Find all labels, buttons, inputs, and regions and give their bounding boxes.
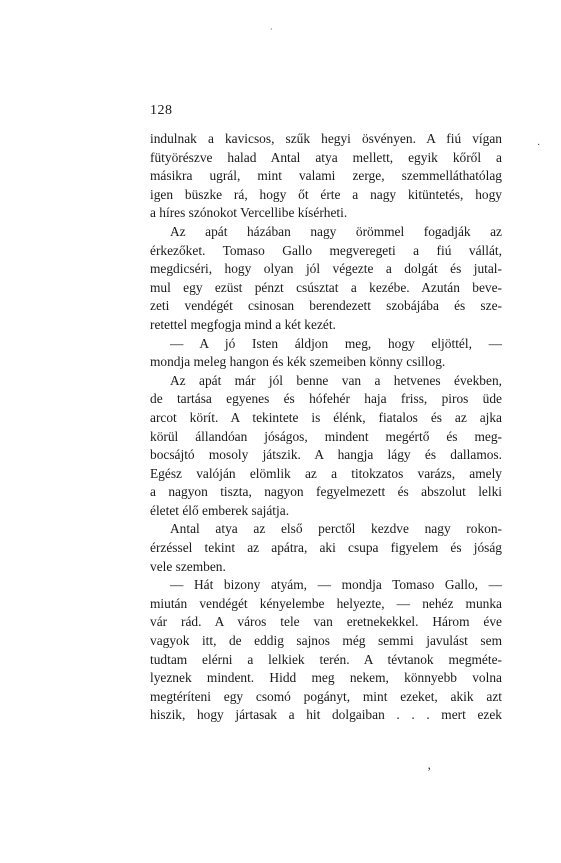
text-line: indulnak a kavicsos, szűk hegyi ösvényen. A fiú vígan	[150, 131, 502, 146]
stray-mark-bottom: ‚	[427, 757, 432, 772]
text-line: másikra ugrál, mint valami zerge, szemmelláthatólag	[150, 168, 502, 184]
text-line: Az apát már jól benne van a hetvenes években,	[170, 372, 502, 388]
text-line: érzéssel tekint az apátra, aki csupa figyelem és jóság	[150, 540, 502, 556]
text-line: bocsájtó mosoly játszik. A hangja lágy és dallamos.	[150, 447, 502, 463]
stray-mark-right: ·	[537, 140, 541, 151]
text-line: vár rád. A város tele van eretnekekkel. Három éve	[150, 614, 502, 630]
text-line: vagyok itt, de eddig sajnos még semmi javulást sem	[150, 633, 502, 649]
text-line: mondja meleg hangon és kék szemeiben könny csillog.	[150, 354, 446, 370]
text-line: a nagyon tiszta, nagyon fegyelmezett és abszolut lelki	[150, 484, 502, 500]
text-line: — Hát bizony atyám, — mondja Tomaso Gallo, —	[170, 577, 502, 593]
text-line: körül állandóan jóságos, mindent megértő és meg-	[150, 428, 502, 444]
text-line: Egész valóján elömlik az a titokzatos varázs, amely	[150, 465, 502, 481]
text-line: fütyörészve halad Antal atya mellett, egyik kőről a	[150, 149, 502, 165]
text-line: mul egy ezüst pénzt csúsztat a kezébe. Azután beve-	[150, 279, 502, 295]
text-line: — A jó Isten áldjon meg, hogy eljöttél, —	[170, 335, 502, 351]
text-line: életet élő emberek sajátja.	[150, 502, 290, 518]
text-line: a híres szónokot Vercellibe kísérheti.	[150, 205, 348, 221]
stray-mark-top: ·	[270, 25, 273, 34]
text-line: de tartása egyenes és hófehér haja friss, piros üde	[150, 391, 502, 407]
text-line: igen büszke rá, hogy őt érte a nagy kitüntetés, hogy	[150, 186, 502, 202]
text-line: lyeznek mindent. Hidd meg nekem, könnyebb volna	[150, 670, 502, 686]
page-number: 128	[150, 103, 173, 118]
text-line: Az apát házában nagy örömmel fogadják az	[170, 223, 502, 239]
text-line: megdicséri, hogy olyan jól végezte a dolgát és jutal-	[150, 261, 502, 277]
text-line: retettel megfogja mind a két kezét.	[150, 316, 336, 332]
text-line: megtéríteni egy csomó pogányt, mint ezeket, akik azt	[150, 688, 502, 704]
text-line: miután vendégét kényelembe helyezte, — nehéz munka	[150, 595, 502, 611]
body-text	[150, 130, 502, 725]
text-line: zeti vendégét csinosan berendezett szobájába és sze-	[150, 298, 502, 314]
text-line: Antal atya az első perctől kezdve nagy rokon-	[170, 521, 502, 537]
text-line: hiszik, hogy jártasak a hit dolgaiban . . . mert ezek	[150, 707, 502, 723]
text-line: érkezőket. Tomaso Gallo megveregeti a fiú vállát,	[150, 242, 502, 258]
text-line: tudtam elérni a lelkiek terén. A tévtanok megméte-	[150, 651, 502, 667]
text-line: arcot körít. A tekintete is élénk, fiatalos és az ajka	[150, 409, 502, 425]
text-line: vele szemben.	[150, 558, 226, 574]
